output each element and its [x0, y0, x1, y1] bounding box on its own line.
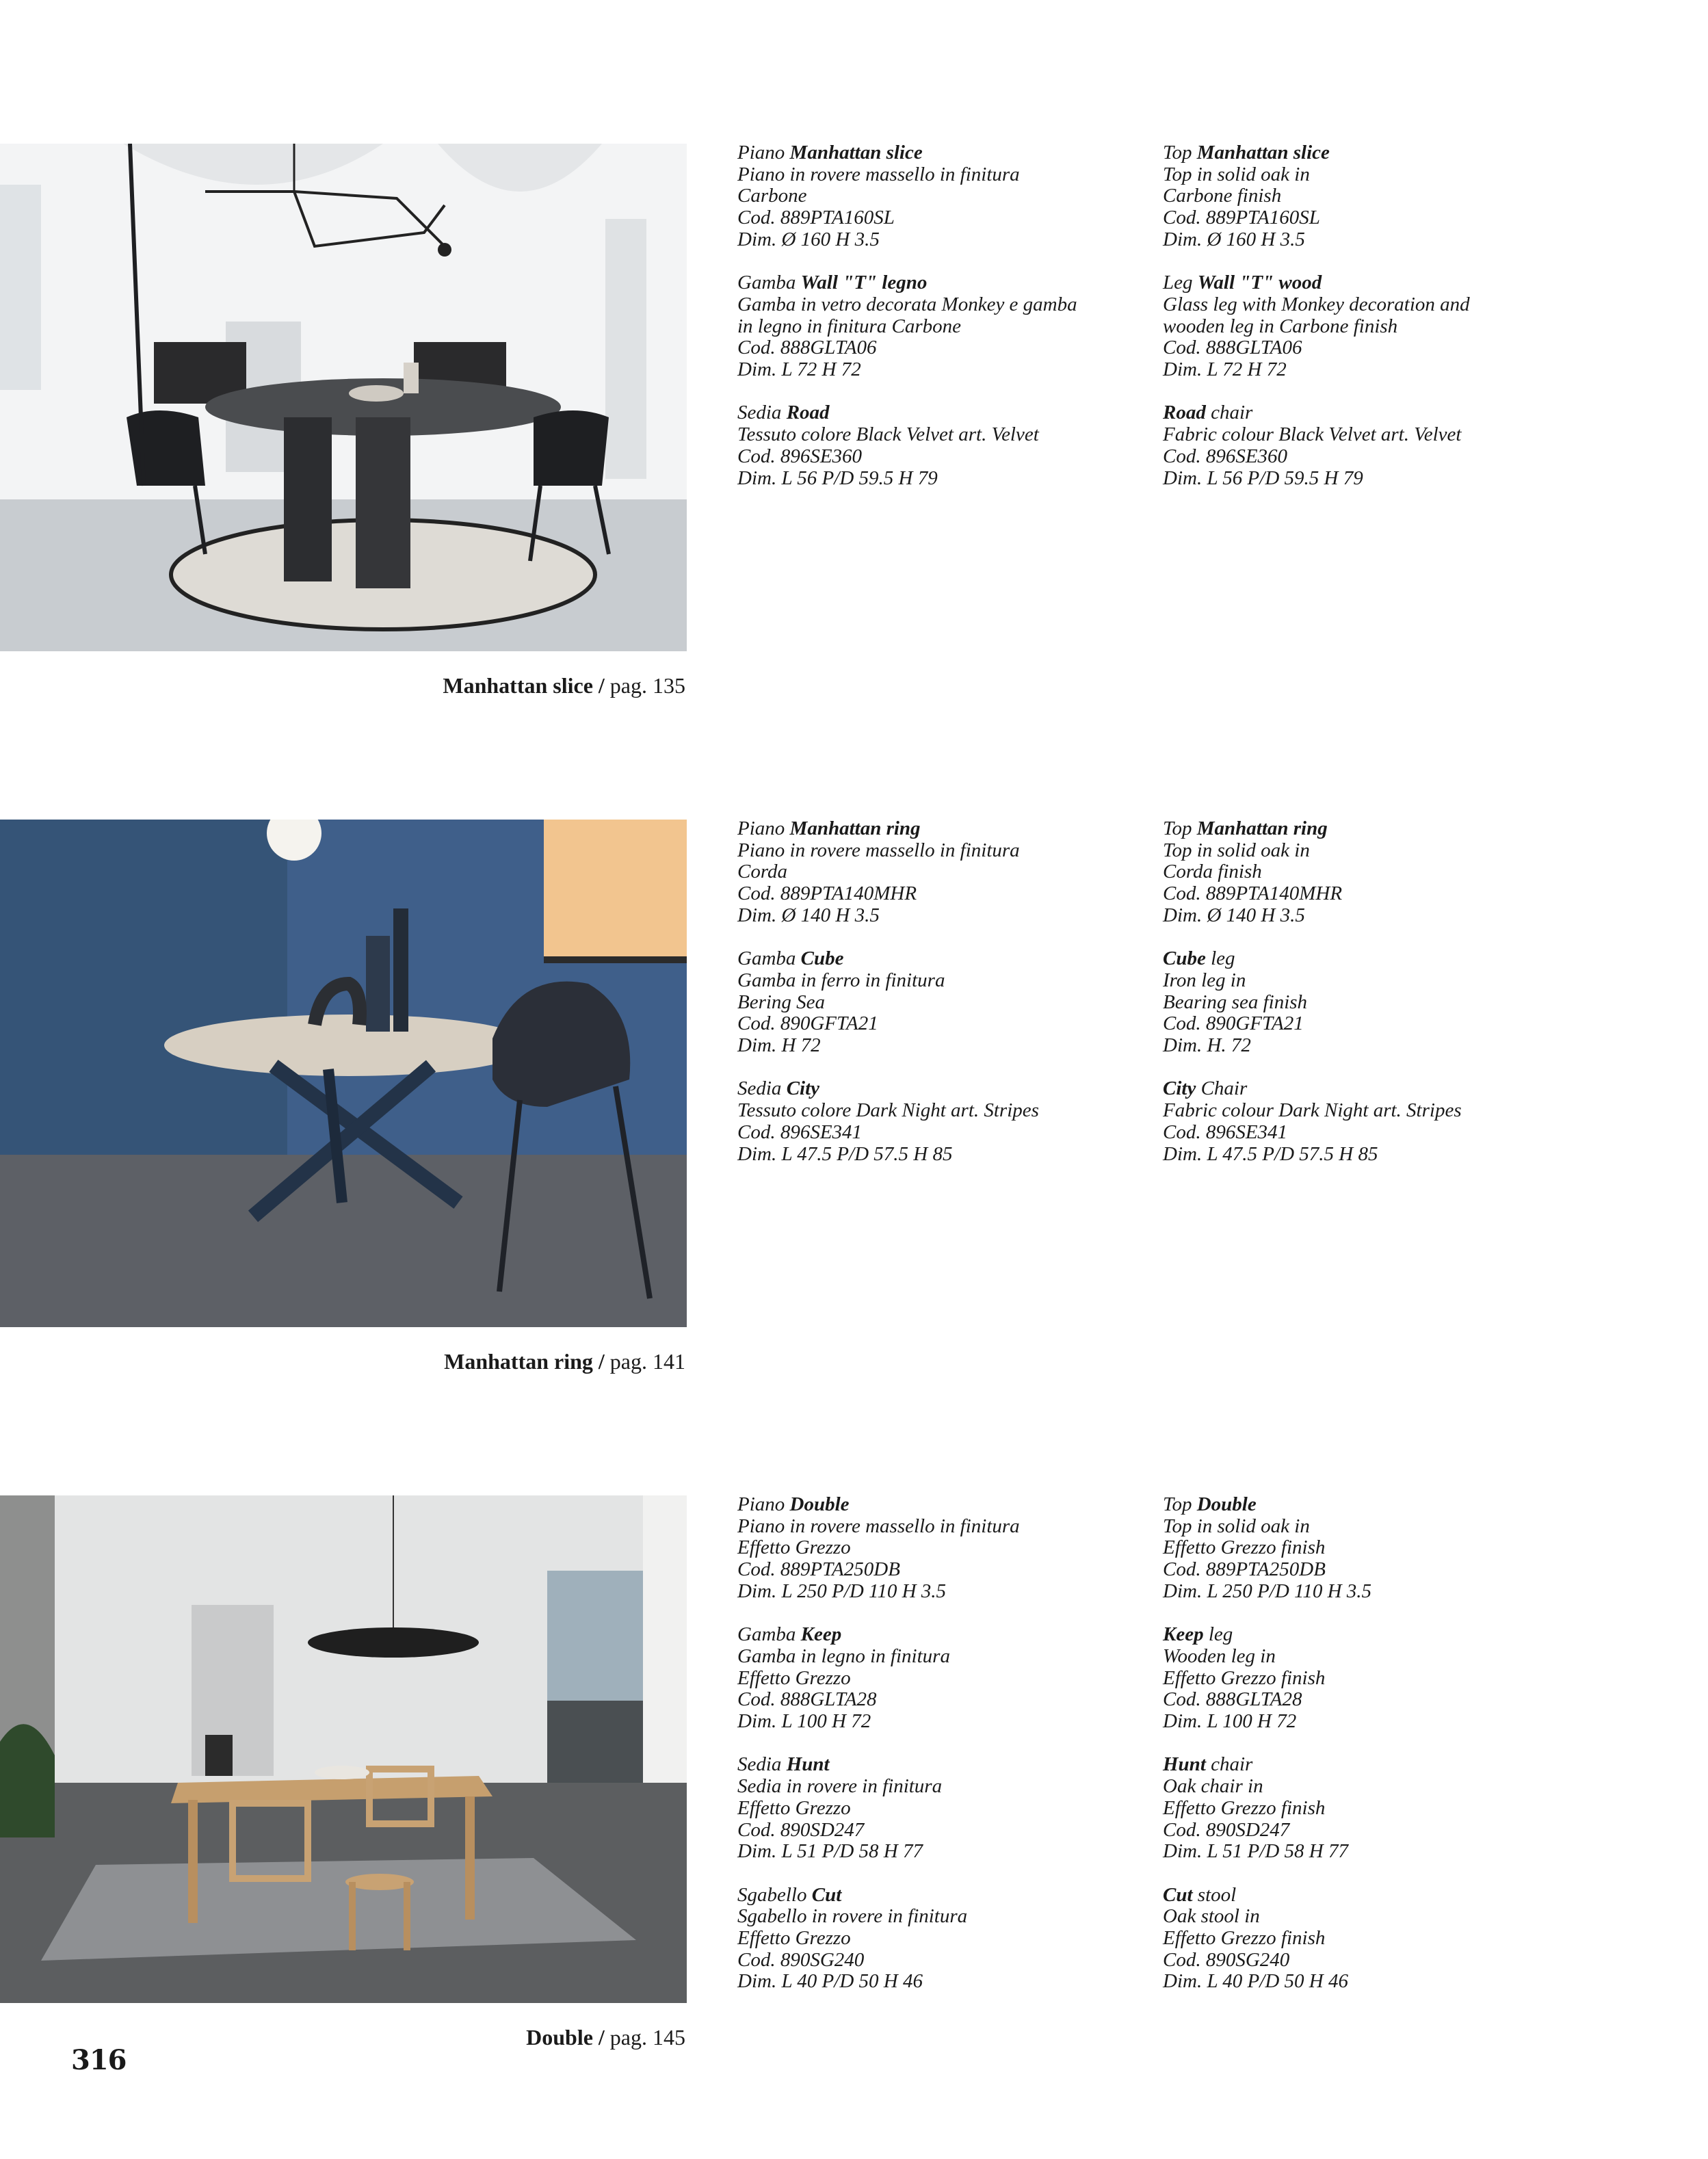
spec-column-it-2 — [737, 818, 1134, 1187]
spec-block: City Chair Fabric colour Dark Night art. Stripes Cod. 896SE341 Dim. L 47.5 P/D 57.5 H 85 — [1163, 1077, 1462, 1165]
spec-block: Leg Wall "T" wood Glass leg with Monkey decoration and wooden leg in Carbone finish Cod. 888GLTA06 Dim. L 72 H 72 — [1163, 272, 1470, 381]
spec-block: Hunt chair Oak chair in Effetto Grezzo finish Cod. 890SD247 Dim. L 51 P/D 58 H 77 — [1163, 1753, 1348, 1863]
spec-block: Sedia City Tessuto colore Dark Night art. Stripes Cod. 896SE341 Dim. L 47.5 P/D 57.5 H 85 — [737, 1077, 1039, 1165]
caption-manhattan-slice: Manhattan slice / pag. 135 — [443, 673, 685, 698]
photo-manhattan-slice — [0, 144, 687, 651]
spec-block: Road chair Fabric colour Black Velvet art. Velvet Cod. 896SE360 Dim. L 56 P/D 59.5 H 79 — [1163, 402, 1462, 489]
spec-column-en-1 — [1163, 142, 1560, 511]
photo-double — [0, 1495, 687, 2003]
spec-block: Piano Double Piano in rovere massello in finitura Effetto Grezzo Cod. 889PTA250DB Dim. L 250 P/D 110 H 3.5 — [737, 1493, 1020, 1602]
spec-block: Sgabello Cut Sgabello in rovere in finitura Effetto Grezzo Cod. 890SG240 Dim. L 40 P/D 50 H 46 — [737, 1883, 968, 1993]
spec-block: Sedia Hunt Sedia in rovere in finitura Effetto Grezzo Cod. 890SD247 Dim. L 51 P/D 58 H 77 — [737, 1753, 943, 1863]
spec-column-en-2 — [1163, 818, 1560, 1187]
spec-block: Cube leg Iron leg in Bearing sea finish Cod. 890GFTA21 Dim. H. 72 — [1163, 947, 1308, 1057]
caption-double: Double / pag. 145 — [526, 2025, 685, 2050]
page-number: 316 — [71, 2044, 127, 2076]
spec-block: Top Manhattan slice Top in solid oak in Carbone finish Cod. 889PTA160SL Dim. Ø 160 H 3.5 — [1163, 142, 1330, 250]
spec-block: Piano Manhattan ring Piano in rovere massello in finitura Corda Cod. 889PTA140MHR Dim. Ø 140 H 3.5 — [737, 817, 1020, 926]
spec-column-it-3 — [737, 1494, 1134, 2015]
spec-block: Cut stool Oak stool in Effetto Grezzo finish Cod. 890SG240 Dim. L 40 P/D 50 H 46 — [1163, 1883, 1348, 1993]
caption-page: pag. 135 — [609, 673, 685, 698]
spec-column-en-3 — [1163, 1494, 1560, 2015]
spec-block: Top Double Top in solid oak in Effetto Grezzo finish Cod. 889PTA250DB Dim. L 250 P/D 110 H 3.5 — [1163, 1493, 1372, 1602]
caption-name: Manhattan ring — [444, 1349, 593, 1374]
spec-block: Sedia Road Tessuto colore Black Velvet art. Velvet Cod. 896SE360 Dim. L 56 P/D 59.5 H 79 — [737, 402, 1039, 489]
caption-name: Double — [526, 2025, 593, 2050]
spec-block: Top Manhattan ring Top in solid oak in Corda finish Cod. 889PTA140MHR Dim. Ø 140 H 3.5 — [1163, 817, 1343, 926]
spec-block: Gamba Keep Gamba in legno in finitura Effetto Grezzo Cod. 888GLTA28 Dim. L 100 H 72 — [737, 1623, 950, 1733]
spec-block: Gamba Cube Gamba in ferro in finitura Bering Sea Cod. 890GFTA21 Dim. H 72 — [737, 947, 945, 1057]
caption-page: pag. 141 — [609, 1349, 685, 1374]
caption-name: Manhattan slice — [443, 673, 593, 698]
spec-block: Keep leg Wooden leg in Effetto Grezzo finish Cod. 888GLTA28 Dim. L 100 H 72 — [1163, 1623, 1326, 1733]
caption-page: pag. 145 — [609, 2025, 685, 2050]
spec-column-it-1 — [737, 142, 1134, 511]
spec-block: Gamba Wall "T" legno Gamba in vetro decorata Monkey e gamba in legno in finitura Carbone Cod. 888GLTA06 Dim. L 72 H 72 — [737, 272, 1077, 381]
photo-manhattan-ring — [0, 820, 687, 1327]
caption-manhattan-ring: Manhattan ring / pag. 141 — [444, 1349, 685, 1374]
spec-block: Piano Manhattan slice Piano in rovere massello in finitura Carbone Cod. 889PTA160SL Dim. Ø 160 H 3.5 — [737, 142, 1020, 250]
